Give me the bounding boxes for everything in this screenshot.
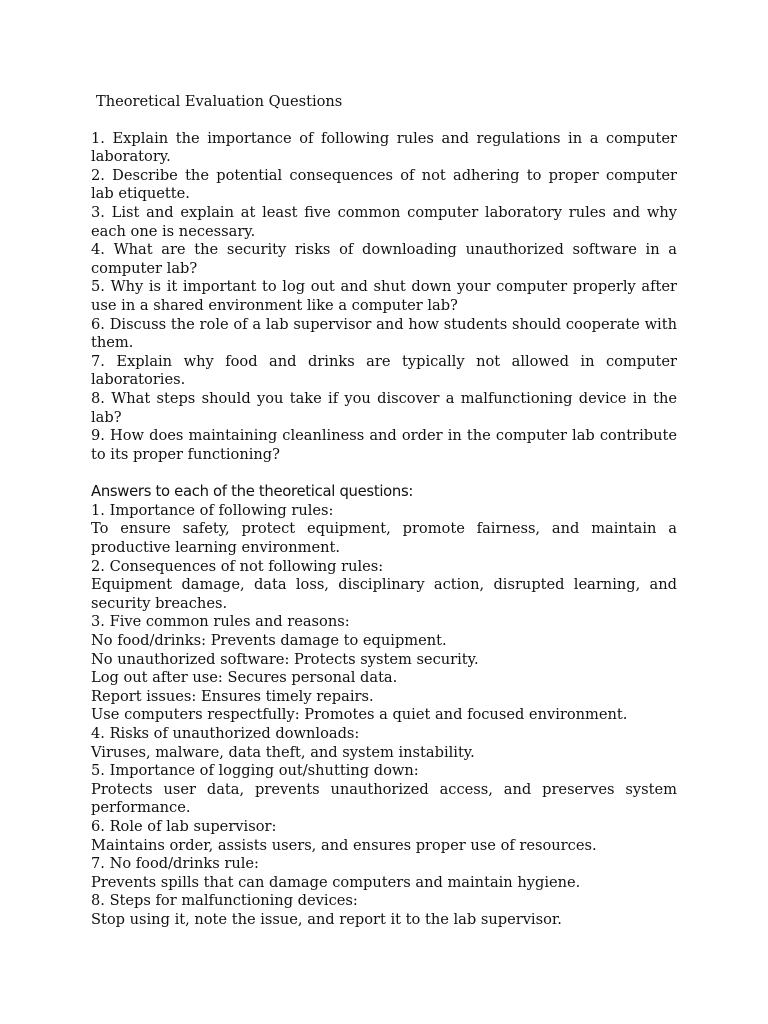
question-item: 4. What are the security risks of downloading unauthorized software in a computer lab?	[91, 241, 677, 277]
document-page	[91, 93, 677, 930]
answer-text: No food/drinks: Prevents damage to equipment.	[91, 632, 447, 650]
question-item: 8. What steps should you take if you discover a malfunctioning device in the lab?	[91, 389, 677, 426]
questions-list	[91, 130, 677, 465]
answers-list	[91, 502, 677, 930]
question-item: 1. Explain the importance of following rules and regulations in a computer laboratory.	[91, 129, 677, 166]
answer-text: Use computers respectfully: Promotes a quiet and focused environment.	[91, 706, 628, 724]
answer-heading: 2. Consequences of not following rules:	[91, 557, 384, 575]
answer-text: Maintains order, assists users, and ensures proper use of resources.	[91, 836, 597, 854]
answer-heading: 7. No food/drinks rule:	[91, 855, 259, 873]
answer-heading: 8. Steps for malfunctioning devices:	[91, 892, 358, 910]
answer-heading: 4. Risks of unauthorized downloads:	[91, 725, 360, 742]
document-title: Theoretical Evaluation Questions	[96, 93, 343, 110]
answers-heading: Answers to each of the theoretical questions:	[91, 483, 414, 501]
answer-text: Report issues: Ensures timely repairs.	[91, 687, 374, 705]
answer-heading: 1. Importance of following rules:	[91, 501, 334, 519]
question-item: 3. List and explain at least five common computer laboratory rules and why each one is necessary.	[91, 203, 677, 240]
answer-text: No unauthorized software: Protects system security.	[91, 650, 479, 668]
answer-text: Viruses, malware, data theft, and system instability.	[91, 743, 475, 761]
question-item: 2. Describe the potential consequences of not adhering to proper computer lab etiquette.	[91, 166, 677, 203]
answer-text: Protects user data, prevents unauthorized access, and preserves system performance.	[91, 780, 677, 817]
answer-text: Stop using it, note the issue, and report it to the lab supervisor.	[91, 910, 562, 928]
answer-heading: 3. Five common rules and reasons:	[91, 613, 350, 631]
answer-text: Prevents spills that can damage computers and maintain hygiene.	[91, 873, 581, 891]
question-item: 9. How does maintaining cleanliness and order in the computer lab contribute to its proper functioning?	[91, 427, 677, 463]
answer-text: Equipment damage, data loss, disciplinary action, disrupted learning, and security breaches.	[91, 576, 677, 612]
answer-heading: 6. Role of lab supervisor:	[91, 817, 277, 835]
answer-text: To ensure safety, protect equipment, promote fairness, and maintain a productive learning environment.	[91, 520, 677, 557]
answer-text: Log out after use: Secures personal data.	[91, 669, 398, 687]
question-item: 5. Why is it important to log out and shut down your computer properly after use in a shared environment like a computer lab?	[91, 278, 677, 314]
answer-heading: 5. Importance of logging out/shutting down:	[91, 762, 419, 780]
question-item: 6. Discuss the role of a lab supervisor and how students should cooperate with them.	[91, 315, 677, 352]
question-item: 7. Explain why food and drinks are typically not allowed in computer laboratories.	[91, 352, 677, 389]
